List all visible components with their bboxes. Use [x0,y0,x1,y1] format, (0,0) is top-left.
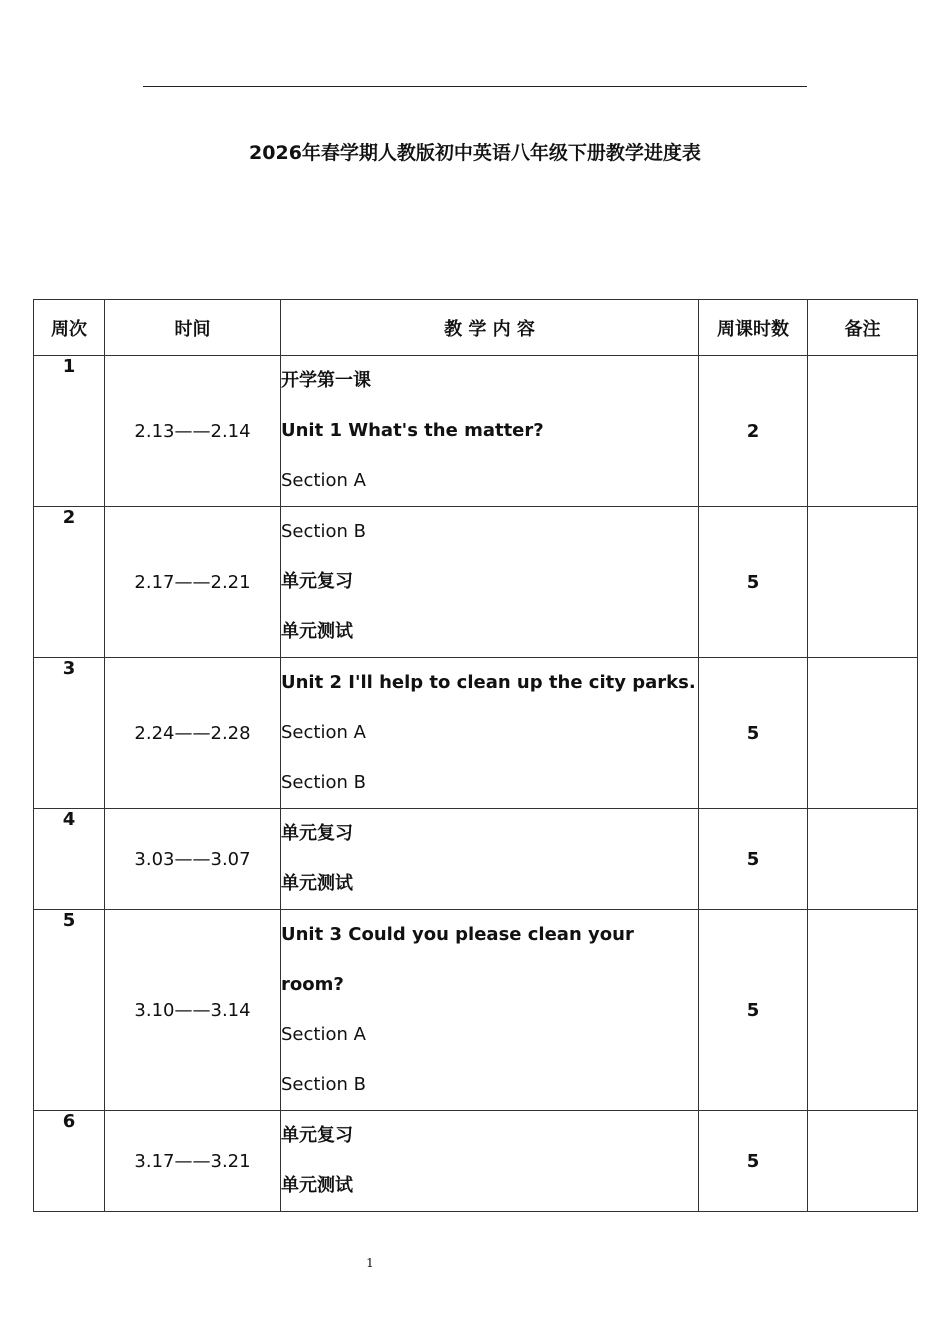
table-header-row [34,300,918,356]
time-cell: 2.13——2.14 [105,356,281,507]
hours-cell: 5 [699,507,808,658]
content-line: 单元测试 [281,873,353,894]
note-cell [808,658,918,809]
content-line: 开学第一课 [281,370,371,391]
content-line: 单元测试 [281,1175,353,1196]
time-cell: 3.17——3.21 [105,1111,281,1212]
header-rule [143,86,807,87]
table-row [34,507,918,658]
content-cell [281,1111,699,1212]
content-line: 单元复习 [281,823,353,844]
hours-cell: 5 [699,1111,808,1212]
header-time: 时间 [105,300,281,356]
hours-cell: 5 [699,809,808,910]
content-line: room? [281,974,344,995]
header-week: 周次 [34,300,105,356]
content-line: Section B [281,521,366,542]
content-line: 单元测试 [281,621,353,642]
time-cell: 2.17——2.21 [105,507,281,658]
time-cell: 3.03——3.07 [105,809,281,910]
week-cell: 5 [34,910,105,1111]
note-cell [808,910,918,1111]
content-line: 单元复习 [281,1125,353,1146]
week-cell: 2 [34,507,105,658]
content-cell [281,658,699,809]
note-cell [808,507,918,658]
hours-cell: 5 [699,910,808,1111]
table-row [34,658,918,809]
content-line: Section A [281,1024,366,1045]
table-row [34,356,918,507]
table-row [34,809,918,910]
hours-cell: 5 [699,658,808,809]
page-number: 1 [366,1256,374,1270]
table-row [34,1111,918,1212]
content-line: Section A [281,470,366,491]
week-cell: 4 [34,809,105,910]
time-cell: 3.10——3.14 [105,910,281,1111]
content-cell [281,507,699,658]
header-note: 备注 [808,300,918,356]
note-cell [808,1111,918,1212]
content-cell [281,809,699,910]
content-line: Section A [281,722,366,743]
week-cell: 3 [34,658,105,809]
content-cell [281,910,699,1111]
table-row [34,910,918,1111]
note-cell [808,356,918,507]
content-line: Section B [281,1074,366,1095]
week-cell: 1 [34,356,105,507]
content-cell [281,356,699,507]
hours-cell: 2 [699,356,808,507]
content-line: 单元复习 [281,571,353,592]
content-line: Unit 1 What's the matter? [281,420,544,441]
schedule-table [33,299,918,1212]
header-hours: 周课时数 [699,300,808,356]
week-cell: 6 [34,1111,105,1212]
note-cell [808,809,918,910]
header-content: 教 学 内 容 [281,300,699,356]
content-line: Unit 3 Could you please clean your [281,924,634,945]
time-cell: 2.24——2.28 [105,658,281,809]
content-line: Unit 2 I'll help to clean up the city parks. [281,672,696,693]
content-line: Section B [281,772,366,793]
document-title: 2026年春学期人教版初中英语八年级下册教学进度表 [249,142,701,164]
